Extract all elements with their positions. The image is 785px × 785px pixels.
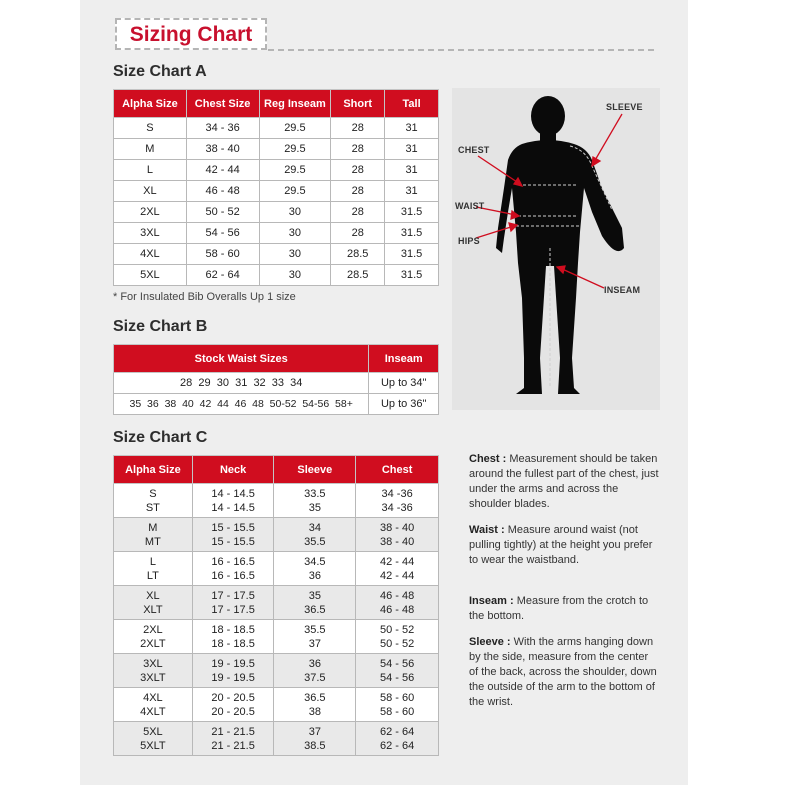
cell-line: 38 - 40 [379, 521, 415, 534]
table-cell: 34 - 36 [186, 118, 259, 139]
table-row [114, 202, 439, 223]
column-header: Tall [385, 90, 439, 118]
table-cell: 62 - 64 [186, 265, 259, 286]
table-cell [274, 654, 356, 688]
table-cell [192, 484, 274, 518]
chest-label: CHEST [458, 145, 490, 155]
cell-line: 42 - 44 [379, 555, 415, 568]
table-cell [114, 484, 193, 518]
cell-line: 34.5 [304, 555, 326, 568]
table-cell [356, 518, 439, 552]
waist-label: WAIST [455, 201, 485, 211]
table-row [114, 244, 439, 265]
table-cell: 30 [259, 202, 331, 223]
table-cell [114, 586, 193, 620]
cell-line: 38 [308, 705, 321, 718]
column-header: Short [331, 90, 385, 118]
cell-line: 46 - 48 [379, 589, 415, 602]
table-cell [192, 654, 274, 688]
table-cell: 30 [259, 244, 331, 265]
table-cell: 31.5 [385, 223, 439, 244]
cell-line: 34 -36 [381, 501, 413, 514]
cell-line: 37.5 [304, 671, 326, 684]
table-cell: Up to 34" [369, 373, 439, 394]
cell-line: 37 [308, 725, 321, 738]
table-row [114, 223, 439, 244]
cell-line: 5XLT [140, 739, 166, 752]
cell-line: 4XLT [140, 705, 166, 718]
chart-c-heading: Size Chart C [113, 429, 208, 446]
cell-line: 20 - 20.5 [211, 705, 255, 718]
table-cell: 50 - 52 [186, 202, 259, 223]
table-row [114, 552, 439, 586]
cell-line: 54 - 56 [379, 657, 415, 670]
table-cell [192, 586, 274, 620]
table-cell [356, 552, 439, 586]
inseam-description [469, 594, 659, 624]
chest-description [469, 452, 659, 512]
table-row [114, 265, 439, 286]
description-term: Waist : [469, 524, 505, 536]
cell-line: 14 - 14.5 [211, 487, 255, 500]
table-cell: 38 - 40 [186, 139, 259, 160]
sleeve-description [469, 635, 659, 710]
table-cell [114, 722, 193, 756]
cell-line: 18 - 18.5 [211, 623, 255, 636]
table-cell: 30 [259, 265, 331, 286]
column-header: Chest Size [186, 90, 259, 118]
cell-line: 15 - 15.5 [211, 535, 255, 548]
cell-line: 33.5 [304, 487, 326, 500]
table-cell [274, 484, 356, 518]
cell-line: M [148, 521, 158, 534]
table-cell [356, 484, 439, 518]
cell-line: 2XL [143, 623, 163, 636]
size-chart-c-table [113, 455, 439, 756]
cell-line: 21 - 21.5 [211, 725, 255, 738]
sleeve-label: SLEEVE [606, 102, 643, 112]
table-row [114, 394, 439, 415]
table-cell [356, 620, 439, 654]
table-cell: 31 [385, 181, 439, 202]
cell-line: 46 - 48 [379, 603, 415, 616]
cell-line: 34 [308, 521, 321, 534]
column-header: Alpha Size [114, 456, 193, 484]
measurement-figure [452, 88, 660, 410]
table-cell: XL [114, 181, 187, 202]
cell-line: 38.5 [304, 739, 326, 752]
table-cell: L [114, 160, 187, 181]
cell-line: 35 [308, 501, 321, 514]
table-cell [114, 552, 193, 586]
cell-line: 34 -36 [381, 487, 413, 500]
table-cell [274, 722, 356, 756]
column-header: Reg Inseam [259, 90, 331, 118]
table-cell [114, 518, 193, 552]
table-cell [114, 688, 193, 722]
table-cell: 3XL [114, 223, 187, 244]
table-cell: 31 [385, 118, 439, 139]
title-divider [268, 49, 654, 51]
description-term: Inseam : [469, 595, 514, 607]
column-header: Chest [356, 456, 439, 484]
table-cell: 42 - 44 [186, 160, 259, 181]
description-term: Chest : [469, 453, 507, 465]
table-row [114, 139, 439, 160]
cell-line: 36.5 [304, 603, 326, 616]
table-cell [274, 518, 356, 552]
cell-line: 42 - 44 [379, 569, 415, 582]
table-cell [274, 620, 356, 654]
table-cell [192, 620, 274, 654]
cell-line: 16 - 16.5 [211, 555, 255, 568]
cell-line: 16 - 16.5 [211, 569, 255, 582]
cell-line: 36 [308, 657, 321, 670]
table-cell: 29.5 [259, 181, 331, 202]
table-cell: 28 [331, 202, 385, 223]
table-cell: 2XL [114, 202, 187, 223]
cell-line: MT [144, 535, 161, 548]
cell-line: 35.5 [304, 535, 326, 548]
inseam-label: INSEAM [604, 285, 641, 295]
cell-line: S [149, 487, 157, 500]
table-row [114, 518, 439, 552]
table-row [114, 722, 439, 756]
cell-line: 35 [308, 589, 321, 602]
cell-line: 54 - 56 [379, 671, 415, 684]
column-header: Inseam [369, 345, 439, 373]
cell-line: L [149, 555, 156, 568]
column-header: Stock Waist Sizes [114, 345, 369, 373]
chart-a-footnote: * For Insulated Bib Overalls Up 1 size [113, 291, 296, 303]
table-cell [356, 688, 439, 722]
cell-line: 4XL [143, 691, 163, 704]
column-header: Sleeve [274, 456, 356, 484]
table-cell: 28 [331, 223, 385, 244]
table-cell: 28.5 [331, 244, 385, 265]
table-cell: 54 - 56 [186, 223, 259, 244]
table-cell: 28 [331, 118, 385, 139]
waist-description [469, 523, 659, 568]
table-cell [274, 688, 356, 722]
cell-line: 50 - 52 [379, 637, 415, 650]
table-row [114, 373, 439, 394]
table-row [114, 586, 439, 620]
table-cell [192, 722, 274, 756]
cell-line: 15 - 15.5 [211, 521, 255, 534]
table-header-row [114, 456, 439, 484]
size-chart-b-table [113, 344, 439, 415]
cell-line: 37 [308, 637, 321, 650]
cell-line: 36.5 [304, 691, 326, 704]
table-row [114, 654, 439, 688]
table-cell: 29.5 [259, 139, 331, 160]
table-cell: 31 [385, 160, 439, 181]
column-header: Alpha Size [114, 90, 187, 118]
table-row [114, 118, 439, 139]
cell-line: 3XLT [140, 671, 166, 684]
cell-line: ST [145, 501, 160, 514]
table-cell [356, 654, 439, 688]
cell-line: 18 - 18.5 [211, 637, 255, 650]
table-header-row [114, 90, 439, 118]
cell-line: XLT [143, 603, 163, 616]
cell-line: LT [146, 569, 159, 582]
table-cell: 28.5 [331, 265, 385, 286]
description-text: With the arms hanging down by the side, measure from the center of the back, across the shoulder, down the outside of the arm to the bottom of the wrist. [469, 636, 657, 708]
table-cell: 29.5 [259, 160, 331, 181]
cell-line: 21 - 21.5 [211, 739, 255, 752]
table-cell: S [114, 118, 187, 139]
table-cell [114, 654, 193, 688]
table-cell: 29.5 [259, 118, 331, 139]
table-cell: 46 - 48 [186, 181, 259, 202]
cell-line: 62 - 64 [379, 739, 415, 752]
table-row [114, 484, 439, 518]
description-term: Sleeve : [469, 636, 511, 648]
cell-line: 58 - 60 [379, 705, 415, 718]
cell-line: 50 - 52 [379, 623, 415, 636]
table-cell: 28 [331, 181, 385, 202]
table-cell [114, 620, 193, 654]
table-cell [356, 722, 439, 756]
cell-line: 3XL [143, 657, 163, 670]
cell-line: 2XLT [140, 637, 166, 650]
table-row [114, 181, 439, 202]
description-text: Measurement should be taken around the fullest part of the chest, just under the arms and across the shoulder blades. [469, 453, 659, 510]
size-chart-a-table [113, 89, 439, 286]
cell-line: XL [146, 589, 160, 602]
table-cell [192, 518, 274, 552]
cell-line: 36 [308, 569, 321, 582]
table-cell: 35 36 38 40 42 44 46 48 50-52 54-56 58+ [114, 394, 369, 415]
table-cell [192, 552, 274, 586]
table-cell: 5XL [114, 265, 187, 286]
cell-line: 38 - 40 [379, 535, 415, 548]
table-cell: 31.5 [385, 244, 439, 265]
chart-b-heading: Size Chart B [113, 318, 208, 335]
hips-label: HIPS [458, 236, 480, 246]
table-cell: 28 [331, 160, 385, 181]
table-cell: 31.5 [385, 202, 439, 223]
cell-line: 62 - 64 [379, 725, 415, 738]
table-row [114, 620, 439, 654]
table-cell: 4XL [114, 244, 187, 265]
description-text: Measure from the crotch to the bottom. [469, 595, 649, 622]
table-cell: 28 29 30 31 32 33 34 [114, 373, 369, 394]
table-cell: 31.5 [385, 265, 439, 286]
table-cell [192, 688, 274, 722]
table-cell [274, 552, 356, 586]
column-header: Neck [192, 456, 274, 484]
table-cell [356, 586, 439, 620]
cell-line: 5XL [143, 725, 163, 738]
cell-line: 58 - 60 [379, 691, 415, 704]
table-row [114, 688, 439, 722]
cell-line: 19 - 19.5 [211, 657, 255, 670]
table-row [114, 160, 439, 181]
table-cell: M [114, 139, 187, 160]
table-header-row [114, 345, 439, 373]
cell-line: 19 - 19.5 [211, 671, 255, 684]
cell-line: 20 - 20.5 [211, 691, 255, 704]
table-cell: 31 [385, 139, 439, 160]
title-box [115, 18, 267, 50]
table-cell: Up to 36" [369, 394, 439, 415]
chart-a-heading: Size Chart A [113, 63, 207, 80]
cell-line: 17 - 17.5 [211, 603, 255, 616]
table-cell: 28 [331, 139, 385, 160]
table-cell [274, 586, 356, 620]
table-cell: 30 [259, 223, 331, 244]
cell-line: 35.5 [304, 623, 326, 636]
cell-line: 14 - 14.5 [211, 501, 255, 514]
table-cell: 58 - 60 [186, 244, 259, 265]
body-silhouette-icon [452, 88, 660, 410]
page-title: Sizing Chart [129, 23, 253, 46]
description-text: Measure around waist (not pulling tightly) at the height you prefer to wear the waistband. [469, 524, 653, 566]
cell-line: 17 - 17.5 [211, 589, 255, 602]
